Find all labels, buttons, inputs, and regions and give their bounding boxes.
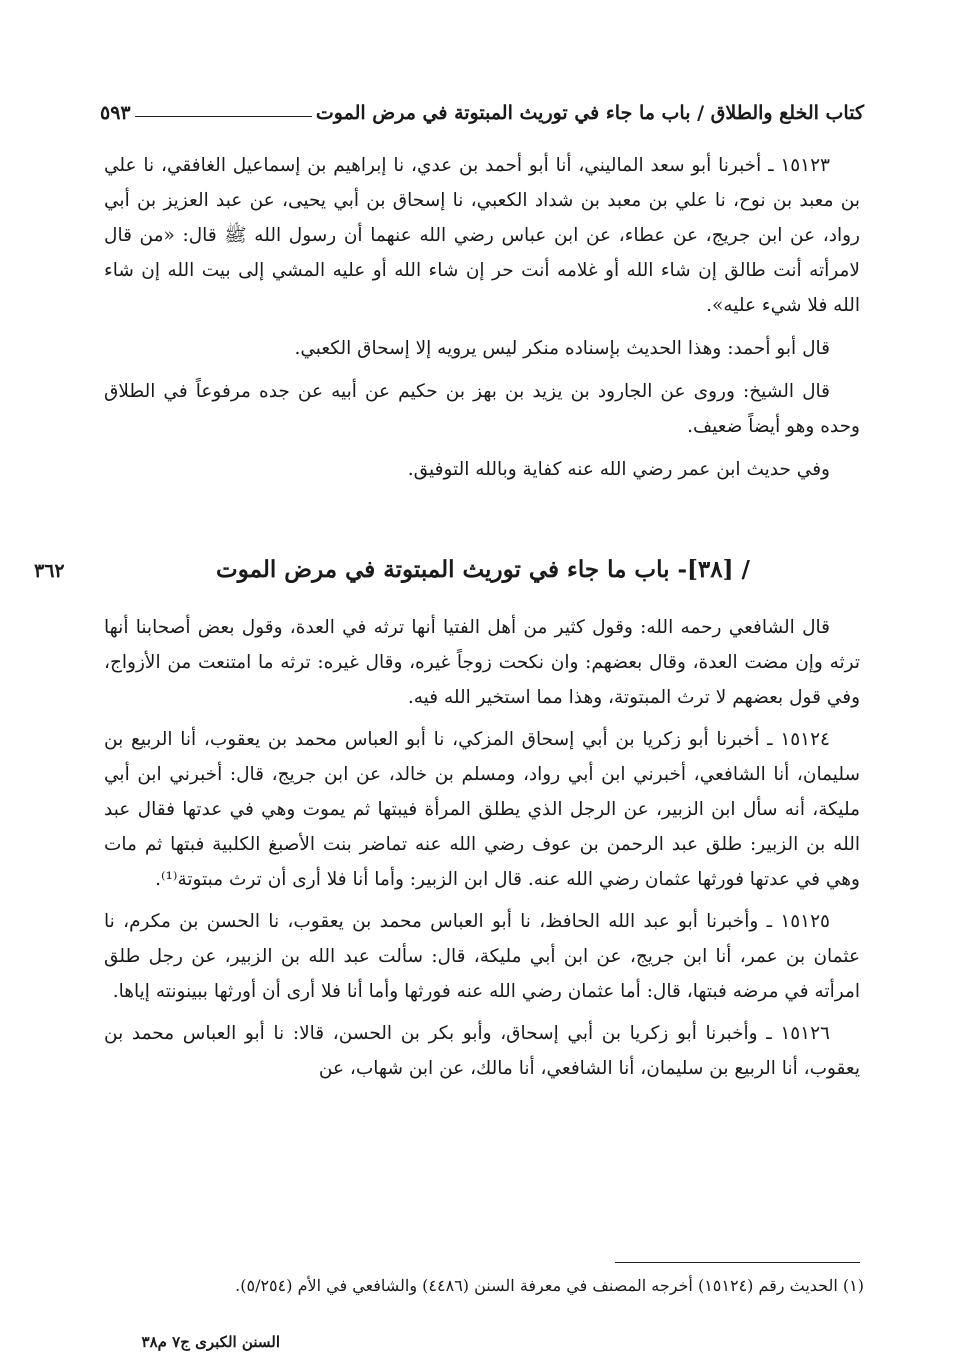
hadith-15126: ١٥١٢٦ ـ وأخبرنا أبو زكريا بن أبي إسحاق، وأبو بكر بن الحسن، قالا: نا أبو العباس محمد بن يعقوب، أنا الربيع بن سليمان، أنا الشافعي، أنا مالك، عن ابن شهاب، عن [104, 1023, 860, 1079]
hadith-15125: ١٥١٢٥ ـ وأخبرنا أبو عبد الله الحافظ، نا أبو العباس محمد بن يعقوب، نا الحسن بن مكرم، نا عثمان بن عمر، أنا ابن جريج، عن ابن أبي مليكة، قال: سألت عبد الله بن الزبير، عن رجل طلق امرأته في مرضه فبتها، قال: أما عثمان رضي الله عنه فورثها وأما أنا فلا أرى أن أورثها ببينونته إياها. [104, 911, 860, 1002]
hadith-15123: ١٥١٢٣ ـ أخبرنا أبو سعد الماليني، أنا أبو أحمد بن عدي، نا إبراهيم بن إسماعيل الغافقي، نا علي بن معبد بن نوح، نا علي بن معبد بن شداد الكعبي، نا إسحاق بن أبي يحيى، عن عبد العزيز بن أبي رواد، عن ابن جريج، عن عطاء، عن ابن عباس رضي الله عنهما أن رسول الله ﷺ قال: «من قال لامرأته أنت طالق إن شاء الله أو غلامه أنت حر إن شاء الله أو عليه المشي إلى بيت الله إن شاء الله فلا شيء عليه». [104, 155, 860, 316]
page-number: ٥٩٣ [100, 102, 131, 124]
text-block-bottom [104, 610, 860, 1086]
hadith-15124: ١٥١٢٤ ـ أخبرنا أبو زكريا بن أبي إسحاق المزكي، نا أبو العباس محمد بن يعقوب، أنا الربيع بن سليمان، أنا الشافعي، أخبرني ابن أبي رواد، ومسلم بن خالد، عن ابن جريج، قال: أخبرني ابن أبي مليكة، أنه سأل ابن الزبير، عن الرجل الذي يطلق المرأة فيبتها ثم يموت وهي في عدتها فقال عبد الله بن الزبير: طلق عبد الرحمن بن عوف رضي الله عنه تماضر بنت الأصبغ الكلبية فبتها ثم مات وهي في عدتها فورثها عثمان رضي الله عنه. قال ابن الزبير: وأما أنا فلا أرى أن ترث مبتوتة⁽¹⁾. [104, 729, 860, 890]
text-block-top [104, 148, 860, 487]
footnote: (١) الحديث رقم (١٥١٢٤) أخرجه المصنف في معرفة السنن (٤٤٨٦) والشافعي في الأم (٥/٢٥٤). [235, 1276, 864, 1295]
running-head [100, 92, 864, 124]
paragraph-al-shaykh: قال الشيخ: وروى عن الجارود بن يزيد بن بهز بن حكيم عن أبيه عن جده مرفوعاً في الطلاق وحده وهو أيضاً ضعيف. [104, 381, 860, 437]
margin-number: ٣٦٢ [34, 560, 65, 582]
signature-mark: السنن الكبرى ج٧ م٣٨ [141, 1333, 280, 1351]
running-head-rule [135, 116, 312, 117]
chapter-heading: / [٣٨]- باب ما جاء في توريث المبتوتة في مرض الموت [216, 556, 750, 583]
paragraph-ibn-umar: وفي حديث ابن عمر رضي الله عنه كفاية وبالله التوفيق. [407, 459, 830, 480]
paragraph-abu-ahmad: قال أبو أحمد: وهذا الحديث بإسناده منكر ليس يرويه إلا إسحاق الكعبي. [294, 338, 830, 359]
paragraph-al-shafii: قال الشافعي رحمه الله: وقول كثير من أهل الفتيا أنها ترثه في العدة، وقول بعض أصحابنا أنها ترثه وإن مضت العدة، وقال بعضهم: وان نكحت زوجاً غيره، وقال غيره: ترثه ما امتنعت من الأزواج، وفي قول بعضهم لا ترث المبتوتة، وهذا مما استخير الله فيه. [104, 617, 860, 708]
footnote-rule [615, 1262, 860, 1263]
running-head-title: كتاب الخلع والطلاق / باب ما جاء في توريث المبتوتة في مرض الموت [315, 102, 864, 124]
